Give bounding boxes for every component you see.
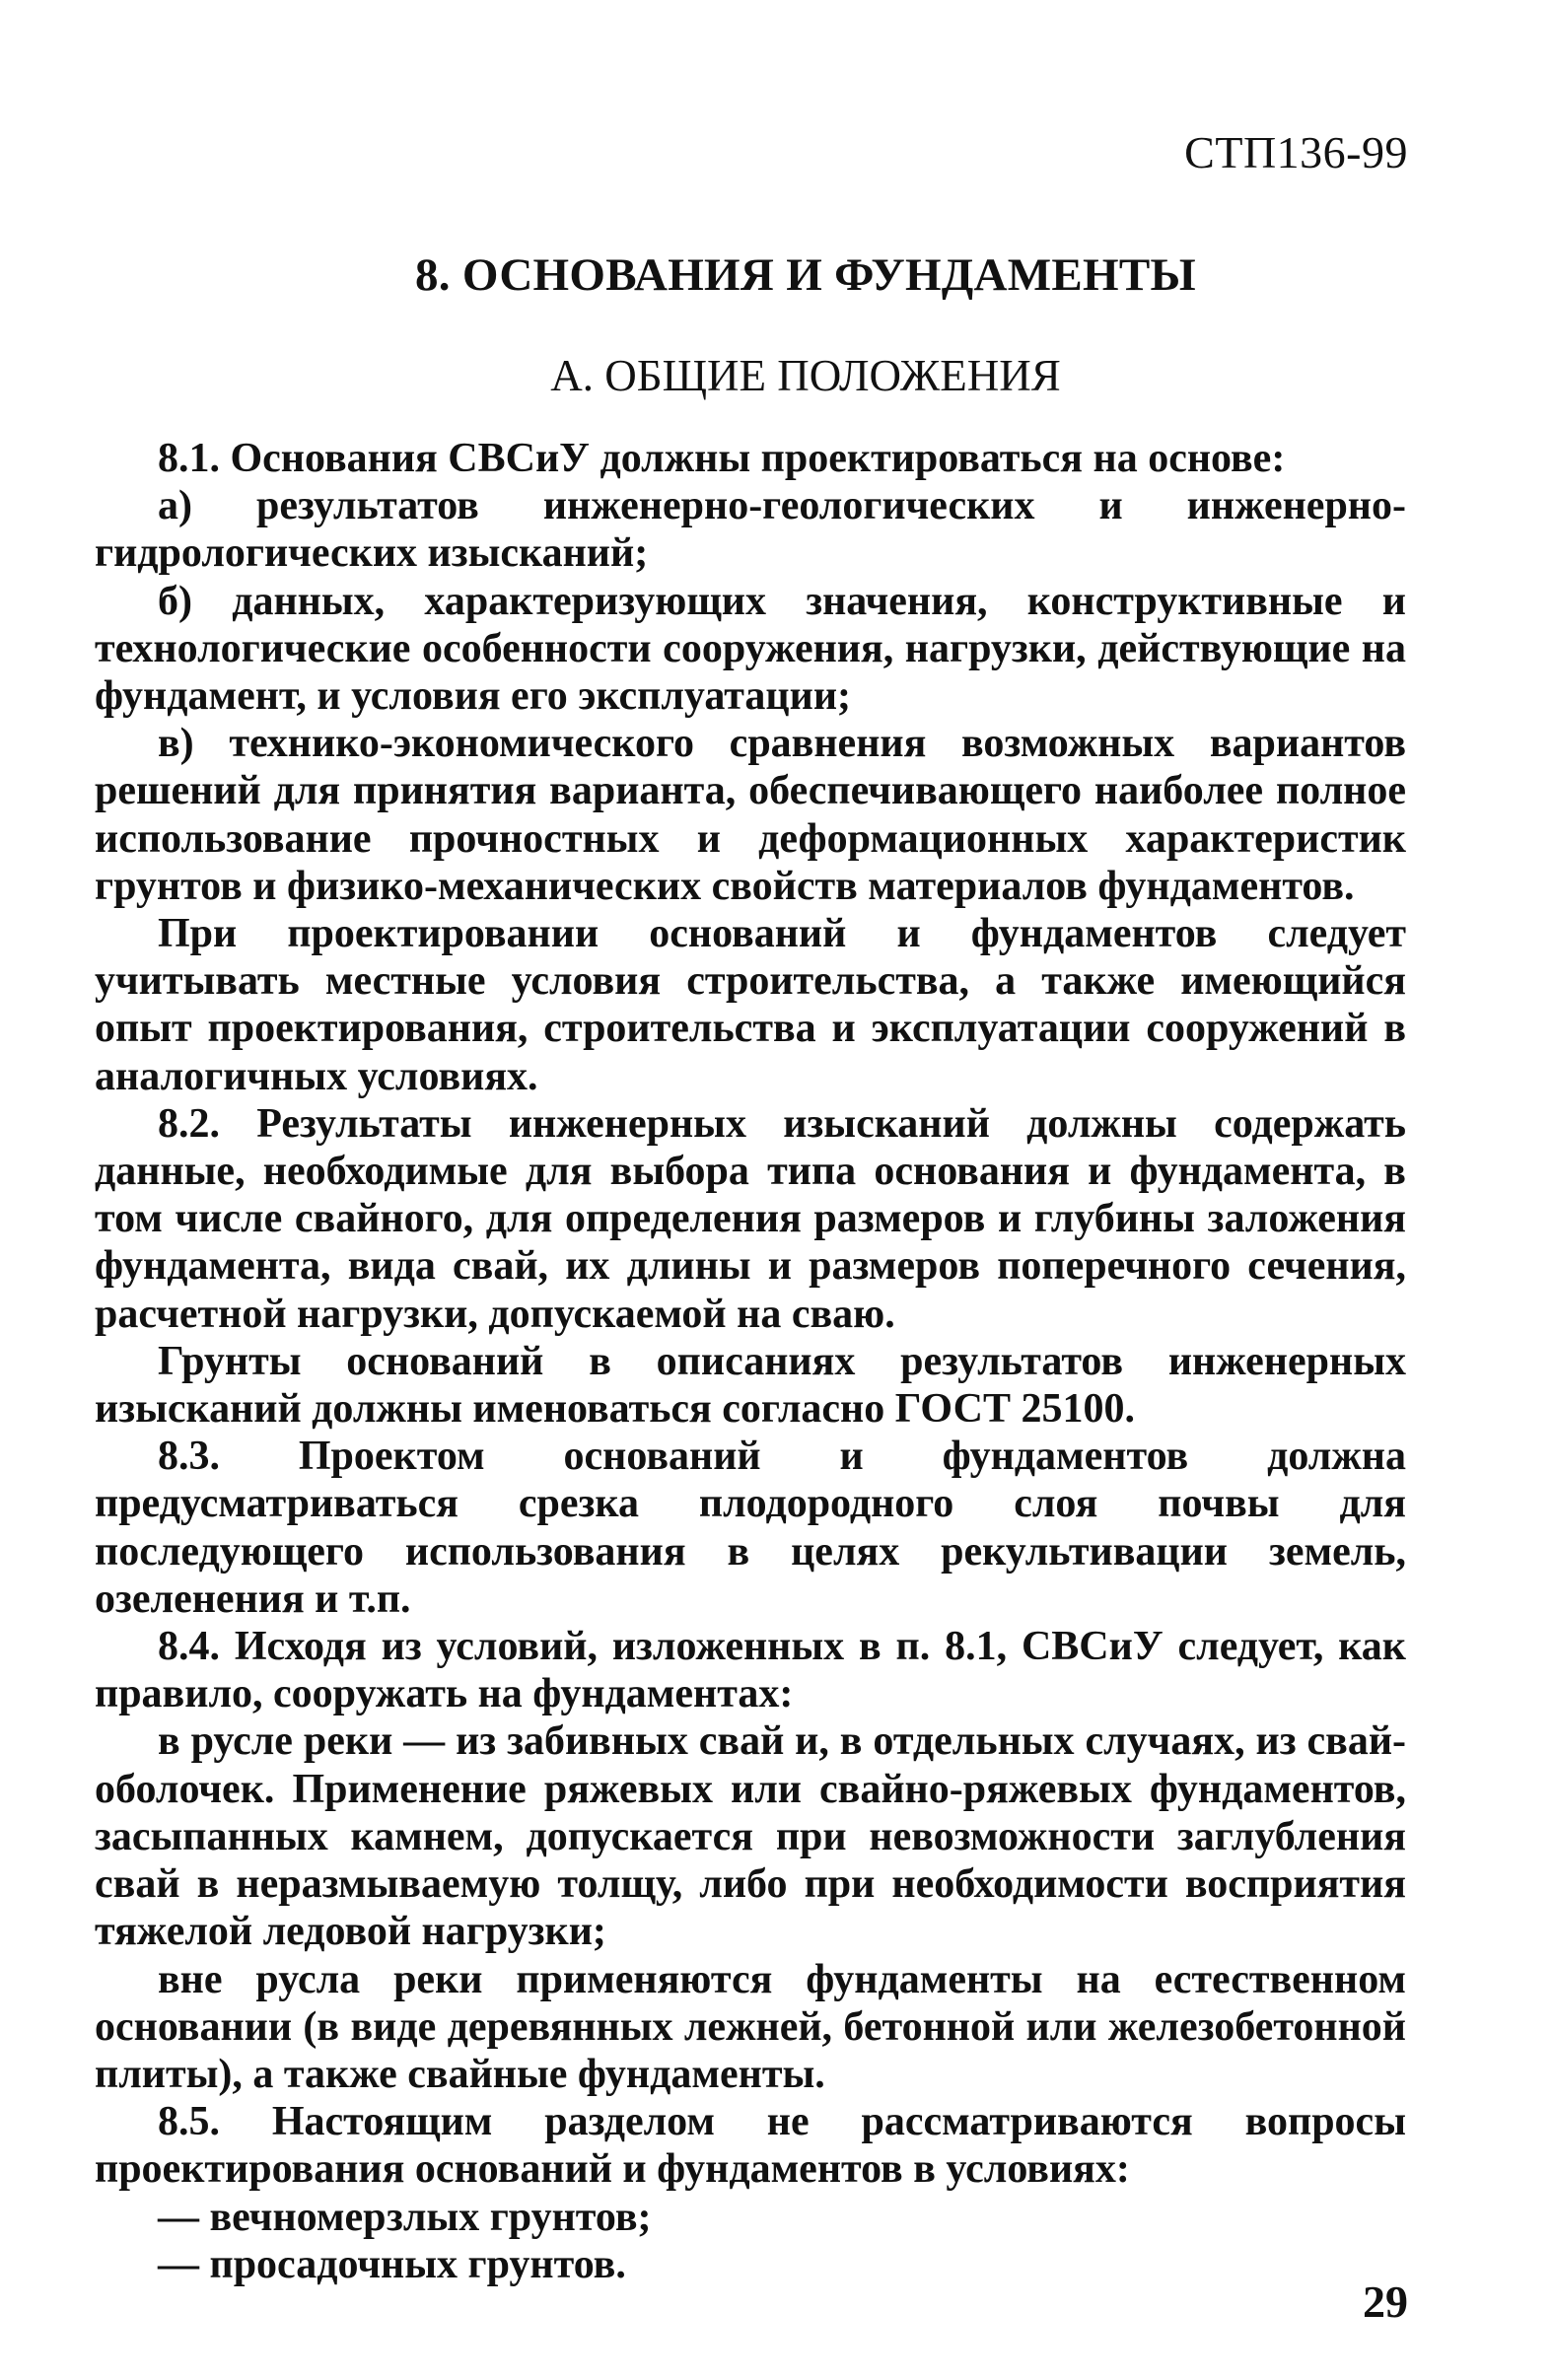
- paragraph-8-2: 8.2. Результаты инженерных изысканий должны содержать данные, необходимые для выбора типа основания и фундамента, в том числе свайного, для определения размеров и глубины заложения фундамента, вида свай, их длины и размеров поперечного сечения, расчетной нагрузки, допускаемой на сваю.: [95, 1100, 1406, 1337]
- paragraph-8-4: 8.4. Исходя из условий, изложенных в п. 8.1, СВСиУ следует, как правило, сооружать на фундаментах:: [95, 1624, 1406, 1717]
- subsection-title: А. ОБЩИЕ ПОЛОЖЕНИЯ: [550, 351, 1061, 400]
- page-number: 29: [1363, 2276, 1408, 2327]
- paragraph-8-4-outside: вне русла реки применяются фундаменты на естественном основании (в виде деревянных лежней, бетонной или железобетонной плиты), а также свайные фундаменты.: [95, 1956, 1406, 2097]
- paragraph-8-3: 8.3. Проектом оснований и фундаментов должна предусматриваться срезка плодородного слоя почвы для последующего использования в целях рекультивации земель, озеленения и т.п.: [95, 1434, 1406, 1622]
- paragraph-8-1-v: в) технико-экономического сравнения возможных вариантов решений для принятия варианта, обеспечивающего наиболее полное использование прочностных и деформационных характеристик грунтов и физико-механических свойств материалов фундаментов.: [95, 721, 1406, 909]
- paragraph-8-1-note: При проектировании оснований и фундаментов следует учитывать местные условия строительства, а также имеющийся опыт проектирования, строительства и эксплуатации сооружений в аналогичных условиях.: [95, 911, 1406, 1099]
- paragraph-8-1-b: б) данных, характеризующих значения, конструктивные и технологические особенности сооружения, нагрузки, действующие на фундамент, и условия его эксплуатации;: [95, 578, 1406, 720]
- list-item-subsiding: — просадочных грунтов.: [158, 2241, 626, 2287]
- paragraph-8-2-soils: Грунты оснований в описаниях результатов инженерных изысканий должны именоваться согласно ГОСТ 25100.: [95, 1338, 1406, 1433]
- paragraph-8-1: 8.1. Основания СВСиУ должны проектироваться на основе:: [158, 436, 1286, 481]
- paragraph-8-4-riverbed: в русле реки — из забивных свай и, в отдельных случаях, из свай-оболочек. Применение ряжевых или свайно-ряжевых фундаментов, засыпанных камнем, допускается при невозможности заглубления свай в неразмываемую толщу, либо при необходимости восприятия тяжелой ледовой нагрузки;: [95, 1718, 1406, 1955]
- body-text: [95, 435, 1406, 2288]
- document-code: СТП136-99: [1184, 127, 1408, 177]
- section-title: 8. ОСНОВАНИЯ И ФУНДАМЕНТЫ: [414, 249, 1197, 301]
- paragraph-8-5: 8.5. Настоящим разделом не рассматриваются вопросы проектирования оснований и фундаментов в условиях:: [95, 2099, 1406, 2193]
- list-item-permafrost: — вечномерзлых грунтов;: [158, 2194, 652, 2240]
- paragraph-8-1-a: а) результатов инженерно-геологических и инженерно-гидрологических изысканий;: [95, 483, 1406, 577]
